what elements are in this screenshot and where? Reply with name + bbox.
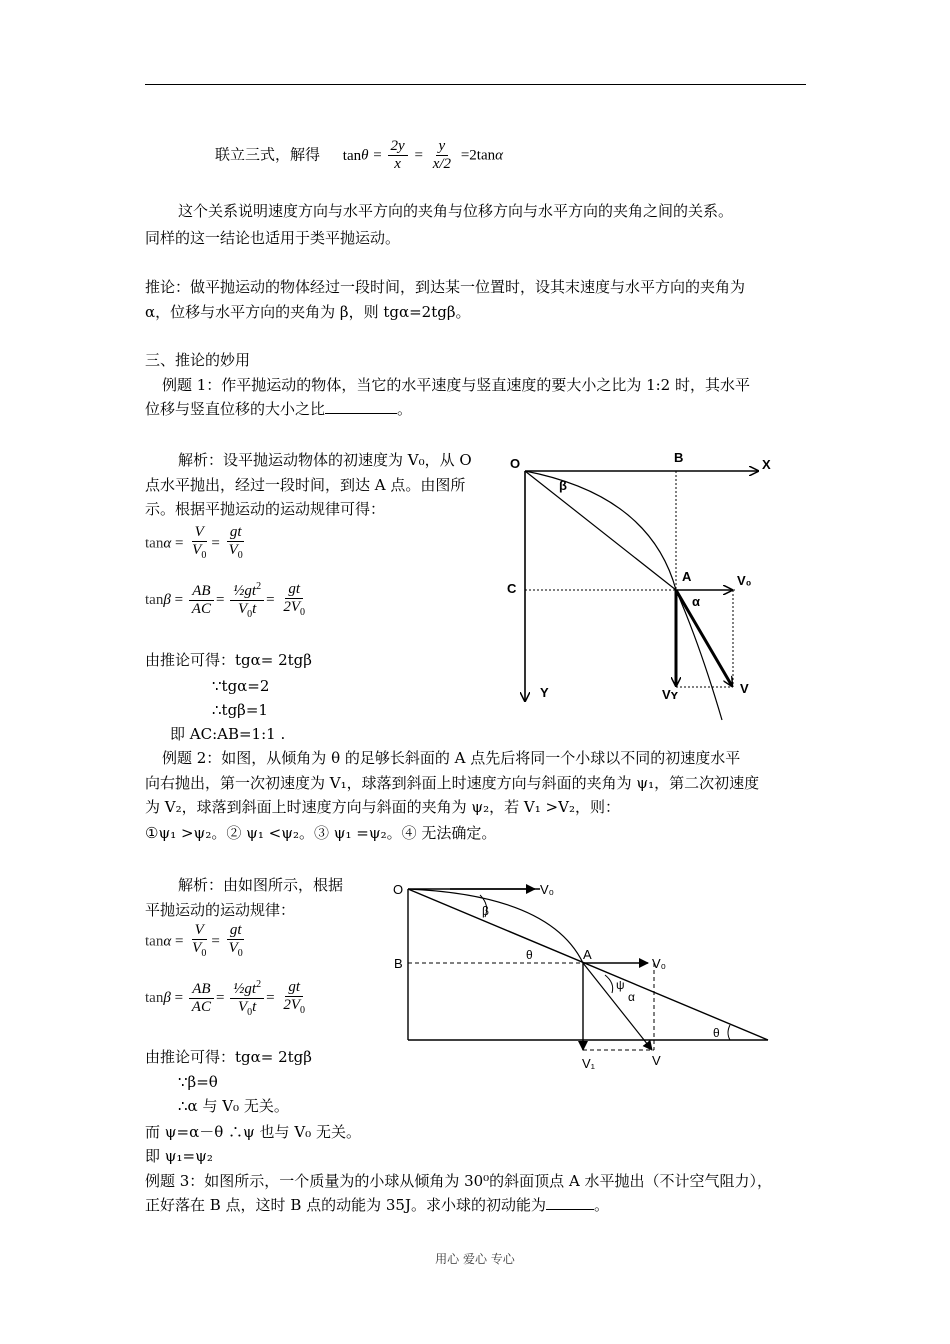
paragraph-line: 解析：设平抛运动物体的初速度为 V₀，从 O	[178, 451, 472, 469]
fraction: $\frac{y}{x/2}$	[432, 138, 452, 172]
answer-blank	[325, 399, 397, 414]
fraction: $\frac{\frac{1}{2}gt^2}{V_0t}$	[230, 578, 264, 623]
fraction: $\frac{AB}{AC}$	[189, 583, 214, 618]
tan-beta-formula: tanβ = $\frac{AB}{AC}$ = $\frac{\frac{1}{2}gt^2}{V_0t}$ = $\frac{gt}{2V_0}$	[145, 578, 310, 623]
fraction: $\frac{V}{V_0}$	[192, 524, 207, 561]
label-X: X	[762, 457, 771, 472]
paragraph-line: 即 ψ₁=ψ₂	[145, 1147, 213, 1165]
tan-label: tan	[342, 147, 362, 164]
label-V: V	[652, 1053, 661, 1068]
label-V0-top: V₀	[540, 882, 555, 897]
label-alpha: α	[692, 594, 700, 609]
section-heading: 三、推论的妙用	[145, 351, 251, 369]
paragraph-line: ∴tgβ=1	[212, 701, 268, 719]
header-rule	[145, 84, 806, 85]
label-C: C	[507, 581, 517, 596]
label-beta: β	[482, 904, 489, 918]
paragraph-line: ∴α 与 V₀ 无关。	[178, 1097, 289, 1115]
label-beta: β	[559, 478, 567, 493]
answer-blank	[546, 1195, 594, 1210]
label-O: O	[510, 456, 521, 471]
incline-line	[408, 889, 768, 1040]
angle-arc	[605, 975, 613, 993]
label-V0: V₀	[737, 573, 752, 588]
label-O: O	[393, 882, 404, 897]
figure-incline-projectile	[390, 875, 780, 1075]
text-span: 联立三式，解得	[215, 145, 321, 164]
label-theta-2: θ	[713, 1026, 720, 1040]
text-span: 位移与竖直位移的大小之比	[145, 400, 326, 418]
angle-arc	[728, 1025, 730, 1040]
fraction: $\frac{\frac{1}{2}gt^2}{V_0t}$	[230, 976, 264, 1021]
label-Y: Y	[540, 685, 549, 700]
paragraph-line: 由推论可得：tgα= 2tgβ	[145, 1048, 312, 1066]
paragraph-line: 这个关系说明速度方向与水平方向的夹角与位移方向与水平方向的夹角之间的关系。	[178, 202, 734, 220]
paragraph-line: 点水平抛出，经过一段时间，到达 A 点。由图所	[145, 476, 466, 494]
tan-alpha-formula: tanα = $\frac{V}{V_0}$ = $\frac{gt}{V_0}$	[145, 524, 248, 564]
paragraph-line: 示。根据平抛运动的运动规律可得：	[145, 500, 386, 518]
page-footer: 用心 爱心 专心	[435, 1252, 515, 1266]
text-span: 正好落在 B 点，这时 B 点的动能为 35J。求小球的初动能为	[145, 1196, 546, 1214]
label-V0-mid: V₀	[652, 956, 667, 971]
paragraph-line: 同样的这一结论也适用于类平抛运动。	[145, 229, 401, 247]
paragraph-line: 推论：做平抛运动的物体经过一段时间，到达某一位置时，设其末速度与水平方向的夹角为	[145, 278, 746, 296]
label-A: A	[583, 947, 592, 962]
fraction: $\frac{2y}{x}$	[388, 138, 408, 173]
tan-alpha-formula-2: tanα = $\frac{V}{V_0}$ = $\frac{gt}{V_0}$	[145, 922, 248, 962]
paragraph-line: 为 V₂，球落到斜面上时速度方向与斜面的夹角为 ψ₂，若 V₁ >V₂，则：	[145, 798, 620, 816]
fraction: $\frac{AB}{AC}$	[189, 981, 214, 1016]
label-alpha: α	[628, 990, 635, 1004]
fraction: $\frac{gt}{2V_0}$	[283, 978, 305, 1016]
paragraph-line: 即 AC:AB=1:1 .	[170, 725, 286, 743]
paragraph-line	[145, 398, 412, 420]
paragraph-line	[145, 1194, 609, 1216]
fraction: $\frac{gt}{V_0}$	[228, 922, 243, 959]
paragraph-line: 由推论可得：tgα= 2tgβ	[145, 651, 312, 669]
paragraph-line: 平抛运动的运动规律：	[145, 901, 296, 919]
paragraph-line: 解析：由如图所示，根据	[178, 876, 344, 894]
label-theta-1: θ	[526, 948, 533, 962]
fraction: $\frac{V}{V_0}$	[192, 922, 207, 959]
paragraph-line: 例题 3：如图所示，一个质量为的小球从倾角为 30⁰的斜面顶点 A 水平抛出（不计空气阻力），	[145, 1172, 773, 1190]
label-V1: V₁	[582, 1056, 596, 1071]
label-A: A	[682, 569, 692, 584]
label-V: V	[740, 681, 749, 696]
v-vector	[676, 590, 732, 686]
label-psi: ψ	[616, 978, 625, 992]
text-span: =2tan	[460, 147, 496, 164]
v-vector	[583, 963, 652, 1050]
options-line: ①ψ₁ >ψ₂。② ψ₁ <ψ₂。③ ψ₁ =ψ₂。④ 无法确定。	[145, 824, 497, 842]
paragraph-line: 例题 2：如图，从倾角为 θ 的足够长斜面的 A 点先后将同一个小球以不同的初速度水平	[162, 749, 741, 767]
label-B: B	[674, 450, 684, 465]
conclusion-formula: 联立三式，解得 tanθ = $\frac{2y}{x}$ = $\frac{y}{x/2}$ =2tanα	[215, 138, 503, 172]
fraction: $\frac{gt}{V_0}$	[228, 524, 243, 561]
tan-beta-formula-2: tanβ = $\frac{AB}{AC}$ = $\frac{\frac{1}{2}gt^2}{V_0t}$ = $\frac{gt}{2V_0}$	[145, 976, 310, 1021]
label-B: B	[394, 956, 403, 971]
paragraph-line: 而 ψ=α－θ ∴ψ 也与 V₀ 无关。	[145, 1123, 361, 1141]
figure-projectile-motion	[500, 445, 790, 725]
text-span: 。	[397, 400, 413, 418]
text-span: 。	[594, 1196, 610, 1214]
paragraph-line: 向右抛出，第一次初速度为 V₁，球落到斜面上时速度方向与斜面的夹角为 ψ₁，第二次初速度	[145, 774, 760, 792]
displacement-line	[525, 471, 676, 590]
label-VY: Vʏ	[662, 687, 679, 702]
fraction: $\frac{gt}{2V_0}$	[283, 580, 305, 618]
paragraph-line: ∵β=θ	[178, 1073, 218, 1091]
paragraph-line: α，位移与水平方向的夹角为 β，则 tgα=2tgβ。	[145, 303, 471, 321]
paragraph-line: ∵tgα=2	[212, 677, 270, 695]
paragraph-line: 例题 1：作平抛运动的物体，当它的水平速度与竖直速度的要大小之比为 1:2 时，其水平	[162, 376, 750, 394]
